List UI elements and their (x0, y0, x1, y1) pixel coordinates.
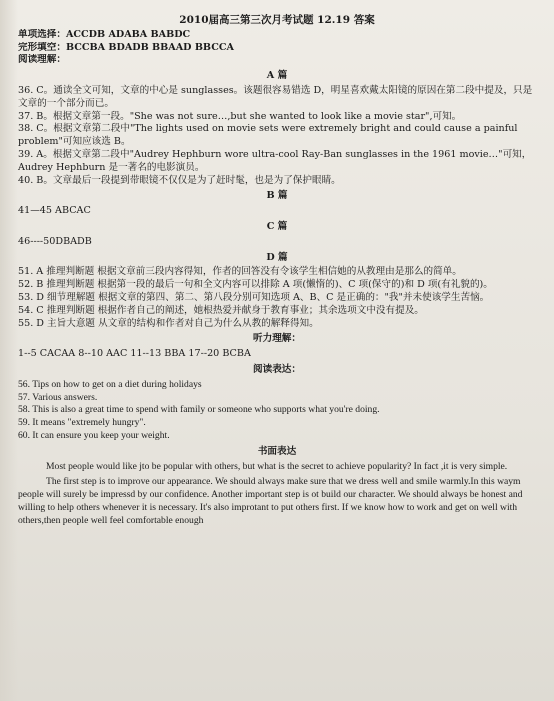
a-item: 40. B。文章最后一段提到带眼镜不仅仅是为了赶时髦，也是为了保护眼睛。 (18, 174, 341, 186)
expression-item: 56. Tips on how to get on a diet during holidays (18, 378, 202, 390)
choice-answers: 单项选择：ACCDB ADABA BABDC (18, 28, 191, 40)
d-item: 55. D 主旨大意题 从文章的结构和作者对自己为什么从教的解释得知。 (18, 317, 319, 329)
expression-item: 59. It means "extremely hungry". (18, 417, 146, 429)
a-item: 39. A。根据文章第二段中"Audrey Hephburn wore ultra-cool Ray-Ban sunglasses in the 1961 movie…"可知，Audrey Hephburn 是一著名的电影演员。 (18, 148, 532, 173)
a-item: 37. B。根据文章第一段。"She was not sure…,but she wanted to look like a movie star",可知。 (18, 110, 462, 122)
section-c-heading: C 篇 (266, 220, 288, 232)
writing-label: 书面表达 (257, 445, 297, 457)
page-title: 2010届高三第三次月考试题 12.19 答案 (179, 14, 375, 26)
d-item: 51. A 推理判断题 根据文章前三段内容得知，作者的回答没有令该学生相信她的从教理由是那么的简单。 (18, 266, 462, 278)
section-b-heading: B 篇 (266, 190, 288, 202)
d-item: 52. B 推理判断题 根据第一段的最后一句和全文内容可以排除 A 项(懒惰的)、C 项(保守的)和 D 项(有礼貌的)。 (18, 279, 493, 291)
expression-item: 57. Various answers. (18, 391, 98, 403)
section-d-heading: D 篇 (266, 251, 288, 263)
expression-label: 阅读表达： (253, 363, 301, 375)
a-item: 36. C。通读全文可知，文章的中心是 sunglasses。该题很容易错选 D，明星喜欢戴太阳镜的原因在第二段中提及，只是文章的一个部分而已。 (18, 84, 533, 109)
cloze-answers: 完形填空：BCCBA BDADB BBAAD BBCCA (18, 41, 234, 53)
c-answer: 46----50DBADB (18, 235, 92, 247)
listening-label: 听力理解： (253, 333, 301, 345)
writing-paragraph: The first step is to improve our appearance. We should always make sure that we dress well and smile warmly.In this waym people will surely be impressd by our confidence. Another important step is ot build our character. We should always be honest and willing to help others whenever it is necessary. It's also improtant to put others first. If we know how to work and get on well with others,then people well feel comfortable enough (18, 476, 523, 526)
d-item: 53. D 细节理解题 根据文章的第四、第二、第八段分别可知选项 A、B、C 是正确的："我"并未使该学生苦恼。 (18, 291, 490, 303)
d-item: 54. C 推理判断题 根据作者自己的阐述，她根热爱并献身于教育事业；其余选项文中没有提及。 (18, 304, 424, 316)
listening-answer: 1--5 CACAA 8--10 AAC 11--13 BBA 17--20 BCBA (18, 348, 251, 360)
page-shadow-edge (0, 0, 18, 701)
expression-item: 60. It can ensure you keep your weight. (18, 429, 170, 441)
b-answer: 41—45 ABCAC (18, 205, 91, 217)
a-item: 38. C。根据文章第二段中"The lights used on movie sets were extremely bright and could cause a painful problem"可知应该选 B。 (18, 123, 518, 148)
section-a-heading: A 篇 (266, 70, 288, 82)
reading-label: 阅读理解： (18, 54, 66, 66)
expression-item: 58. This is also a great time to spend with family or someone who supports what you're doing. (18, 404, 380, 416)
writing-paragraph: Most people would like jto be popular with others, but what is the secret to achieve popularity? In fact ,it is very simple. (46, 460, 508, 472)
